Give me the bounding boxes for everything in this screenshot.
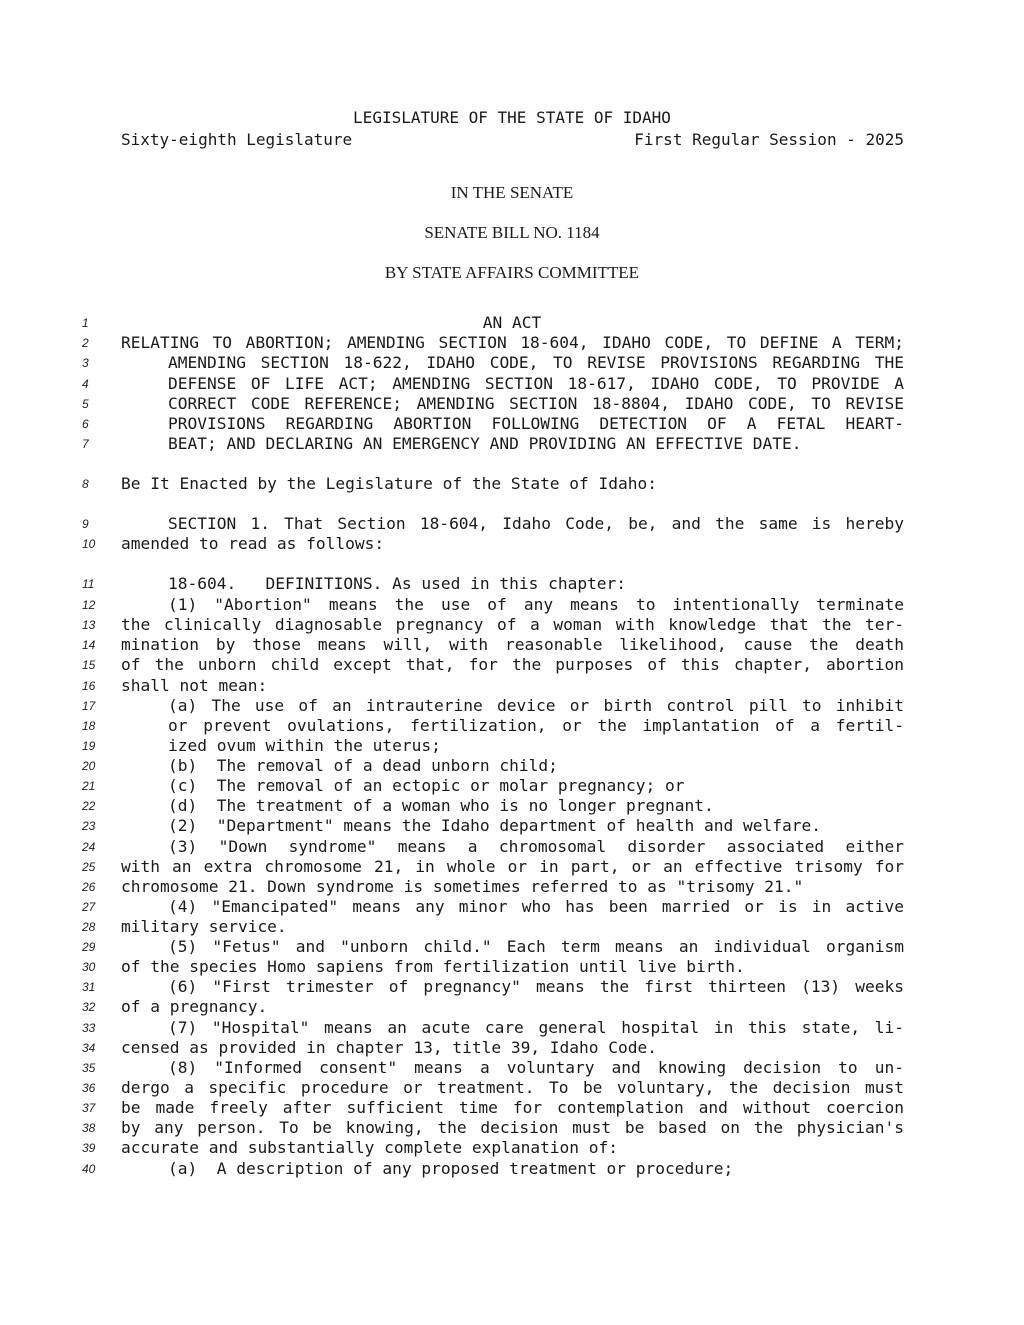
bill-text-line: RELATING TO ABORTION; AMENDING SECTION 18-604, IDAHO CODE, TO DEFINE A TERM;: [121, 333, 904, 352]
line-number: 38: [82, 1121, 96, 1135]
bill-text-line: or prevent ovulations, fertilization, or the implantation of a fertil-: [168, 716, 904, 735]
bill-text-line: be made freely after sufficient time for contemplation and without coercion: [121, 1098, 904, 1117]
line-number: 18: [82, 719, 96, 733]
line-number: 40: [82, 1162, 96, 1176]
line-number: 39: [82, 1141, 96, 1155]
line-number: 22: [82, 799, 96, 813]
line-number: 35: [82, 1061, 96, 1075]
bill-text-line: by any person. To be knowing, the decision must be based on the physician's: [121, 1118, 904, 1137]
session-label: First Regular Session - 2025: [634, 130, 904, 149]
bill-text-line: (1) "Abortion" means the use of any means to intentionally terminate: [168, 595, 904, 614]
bill-text-line: (a) The use of an intrauterine device or birth control pill to inhibit: [168, 696, 904, 715]
bill-text-line: SECTION 1. That Section 18-604, Idaho Code, be, and the same is hereby: [168, 514, 904, 533]
line-number: 13: [82, 618, 96, 632]
line-number: 33: [82, 1021, 96, 1035]
line-number: 3: [82, 356, 89, 370]
line-number: 31: [82, 980, 96, 994]
bill-text-line: military service.: [121, 917, 287, 936]
bill-text-line: shall not mean:: [121, 676, 268, 695]
bill-text-line: with an extra chromosome 21, in whole or in part, or an effective trisomy for: [121, 857, 904, 876]
line-number: 5: [82, 397, 89, 411]
line-number: 11: [82, 577, 95, 591]
act-title: AN ACT: [482, 313, 542, 332]
line-number: 14: [82, 638, 96, 652]
bill-text-line: (d) The treatment of a woman who is no longer pregnant.: [168, 796, 714, 815]
bill-text-line: (5) "Fetus" and "unborn child." Each term means an individual organism: [168, 937, 904, 956]
line-number: 4: [82, 377, 89, 391]
bill-text-line: CORRECT CODE REFERENCE; AMENDING SECTION 18-8804, IDAHO CODE, TO REVISE: [168, 394, 904, 413]
bill-text-line: BEAT; AND DECLARING AN EMERGENCY AND PROVIDING AN EFFECTIVE DATE.: [168, 434, 802, 453]
bill-text-line: censed as provided in chapter 13, title 39, Idaho Code.: [121, 1038, 658, 1057]
line-number: 6: [82, 417, 89, 431]
bill-text-line: 18-604. DEFINITIONS. As used in this chapter:: [168, 574, 627, 593]
bill-text-line: of the species Homo sapiens from fertilization until live birth.: [121, 957, 745, 976]
line-number: 29: [82, 940, 96, 954]
sponsor-line: BY STATE AFFAIRS COMMITTEE: [384, 263, 640, 282]
line-number: 8: [82, 477, 89, 491]
line-number: 30: [82, 960, 96, 974]
bill-text-line: amended to read as follows:: [121, 534, 385, 553]
line-number: 9: [82, 517, 89, 531]
line-number: 1: [82, 316, 89, 330]
bill-text-line: chromosome 21. Down syndrome is sometimes referred to as "trisomy 21.": [121, 877, 804, 896]
line-number: 19: [82, 739, 96, 753]
legislature-number: Sixty-eighth Legislature: [121, 130, 353, 149]
line-number: 25: [82, 860, 96, 874]
chamber-heading: IN THE SENATE: [450, 183, 574, 202]
bill-text-line: (6) "First trimester of pregnancy" means the first thirteen (13) weeks: [168, 977, 904, 996]
bill-number: SENATE BILL NO. 1184: [424, 223, 600, 242]
bill-text-line: of a pregnancy.: [121, 997, 268, 1016]
bill-text-line: dergo a specific procedure or treatment. To be voluntary, the decision must: [121, 1078, 904, 1097]
line-number: 12: [82, 598, 96, 612]
line-number: 36: [82, 1081, 96, 1095]
bill-text-line: Be It Enacted by the Legislature of the State of Idaho:: [121, 474, 658, 493]
bill-text-line: DEFENSE OF LIFE ACT; AMENDING SECTION 18-617, IDAHO CODE, TO PROVIDE A: [168, 374, 904, 393]
bill-text-line: (8) "Informed consent" means a voluntary and knowing decision to un-: [168, 1058, 904, 1077]
line-number: 23: [82, 819, 96, 833]
bill-text-line: the clinically diagnosable pregnancy of a woman with knowledge that the ter-: [121, 615, 904, 634]
line-number: 26: [82, 880, 96, 894]
bill-text-line: mination by those means will, with reasonable likelihood, cause the death: [121, 635, 904, 654]
bill-text-line: of the unborn child except that, for the purposes of this chapter, abortion: [121, 655, 904, 674]
line-number: 32: [82, 1000, 96, 1014]
line-number: 34: [82, 1041, 96, 1055]
line-number: 17: [82, 699, 96, 713]
line-number: 37: [82, 1101, 96, 1115]
line-number: 28: [82, 920, 96, 934]
bill-text-line: (3) "Down syndrome" means a chromosomal disorder associated either: [168, 837, 904, 856]
bill-text-line: (c) The removal of an ectopic or molar pregnancy; or: [168, 776, 685, 795]
bill-text-line: PROVISIONS REGARDING ABORTION FOLLOWING DETECTION OF A FETAL HEART-: [168, 414, 904, 433]
line-number: 20: [82, 759, 96, 773]
line-number: 2: [82, 336, 89, 350]
bill-text-line: (2) "Department" means the Idaho department of health and welfare.: [168, 816, 821, 835]
line-number: 10: [82, 537, 96, 551]
line-number: 21: [82, 779, 96, 793]
bill-text-line: (7) "Hospital" means an acute care general hospital in this state, li-: [168, 1018, 904, 1037]
line-number: 27: [82, 900, 96, 914]
bill-text-line: (b) The removal of a dead unborn child;: [168, 756, 558, 775]
bill-text-line: AMENDING SECTION 18-622, IDAHO CODE, TO REVISE PROVISIONS REGARDING THE: [168, 353, 904, 372]
line-number: 24: [82, 840, 96, 854]
bill-text-line: ized ovum within the uterus;: [168, 736, 441, 755]
bill-text-line: (4) "Emancipated" means any minor who has been married or is in active: [168, 897, 904, 916]
line-number: 15: [82, 658, 96, 672]
legislature-title: LEGISLATURE OF THE STATE OF IDAHO: [353, 108, 671, 127]
line-number: 7: [82, 437, 89, 451]
bill-text-line: accurate and substantially complete explanation of:: [121, 1138, 619, 1157]
line-number: 16: [82, 679, 96, 693]
bill-text-line: (a) A description of any proposed treatment or procedure;: [168, 1159, 734, 1178]
